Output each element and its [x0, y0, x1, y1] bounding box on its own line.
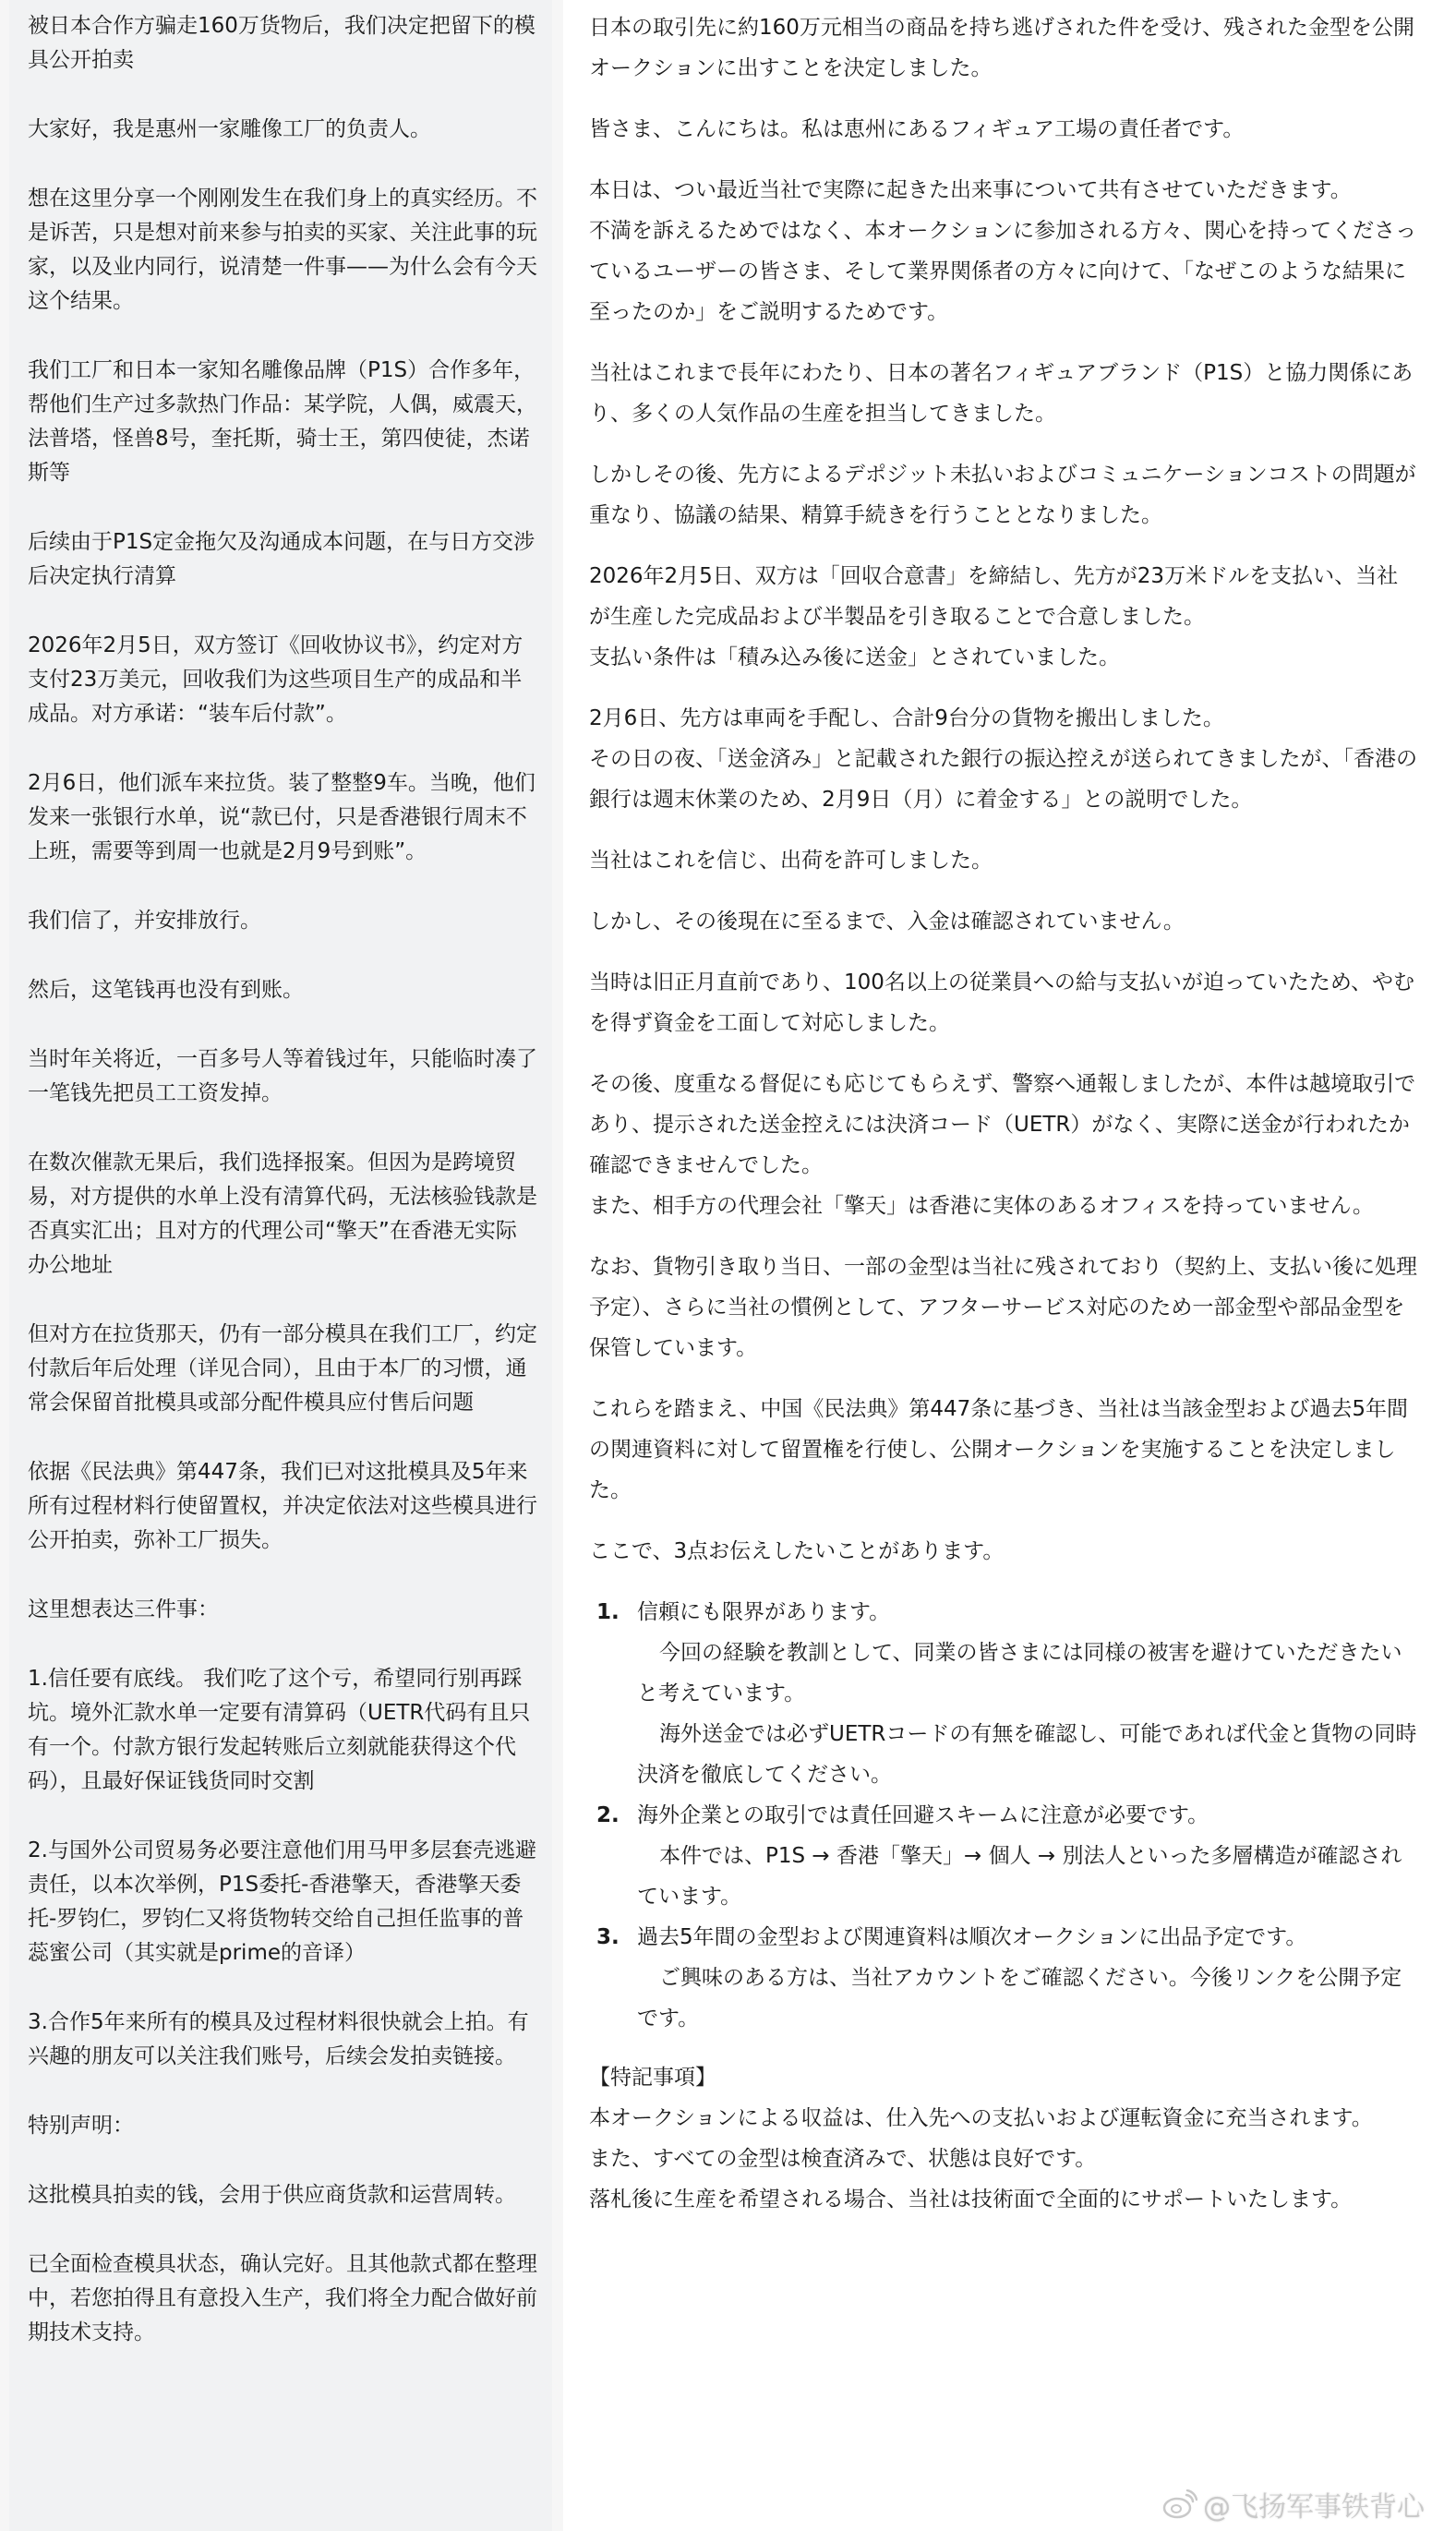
jp-point-detail: 海外送金では必ずUETRコードの有無を確認し、可能であれば代金と貨物の同時決済を徹底してください。 — [637, 1722, 1417, 1787]
jp-paragraph: 不満を訴えるためではなく、本オークションに参加される方々、関心を持ってくださっているユーザーの皆さま、そして業界関係者の方々に向けて、「なぜこのような結果に至ったのか」をご説明するためです。 — [589, 219, 1417, 324]
jp-point-item — [589, 1795, 1419, 1917]
jp-note: 本オークションによる収益は、仕入先への支払いおよび運転資金に充当されます。 — [589, 2106, 1373, 2130]
jp-note: また、すべての金型は検査済みで、状態は良好です。 — [589, 2147, 1097, 2171]
jp-point-item — [589, 1917, 1419, 2039]
post-paragraph: 这里想表达三件事： — [28, 1597, 219, 1621]
post-point-2: 2.与国外公司贸易务必要注意他们用马甲多层套壳逃避责任，以本次举例，P1S委托-香港擎天，香港擎天委托-罗钧仁，罗钧仁又将货物转交给自己担任监事的普蕊蜜公司（其实就是prime的音译） — [28, 1838, 536, 1965]
jp-paragraph: 当時は旧正月直前であり、100名以上の従業員への給与支払いが迫っていたため、やむを得ず資金を工面して対応しました。 — [589, 970, 1414, 1035]
jp-paragraph: 支払い条件は「積み込み後に送金」とされていました。 — [589, 645, 1120, 669]
jp-notes-title: 【特記事項】 — [589, 2066, 716, 2090]
jp-point-number: 1. — [596, 1600, 620, 1624]
jp-paragraph: しかし、その後現在に至るまで、入金は確認されていません。 — [589, 910, 1185, 934]
post-point-3: 3.合作5年来所有的模具及过程材料很快就会上拍。有兴趣的朋友可以关注我们账号，后续会发拍卖链接。 — [28, 2010, 529, 2068]
post-paragraph: 我们信了，并安排放行。 — [28, 909, 261, 933]
jp-paragraph: 当社はこれを信じ、出荷を許可しました。 — [589, 849, 993, 873]
post-paragraph: 当时年关将近，一百多号人等着钱过年，只能临时凑了一笔钱先把员工工资发掉。 — [28, 1047, 537, 1105]
post-paragraph: 但对方在拉货那天，仍有一部分模具在我们工厂，约定付款后年后处理（详见合同），且由于本厂的习惯，通常会保留首批模具或部分配件模具应付售后问题 — [28, 1322, 537, 1415]
post-paragraph: 2月6日，他们派车来拉货。装了整整9车。当晚，他们发来一张银行水单，说“款已付，只是香港银行周末不上班，需要等到周一也就是2月9号到账”。 — [28, 771, 535, 863]
jp-paragraph: なお、貨物引き取り当日、一部の金型は当社に残されており（契約上、支払い後に処理予定）、さらに当社の慣例として、アフターサービス対応のため一部金型や部品金型を保管しています。 — [589, 1255, 1417, 1360]
jp-title: 日本の取引先に約160万元相当の商品を持ち逃げされた件を受け、残された金型を公開オークションに出すことを決定しました。 — [589, 16, 1414, 80]
jp-note: 落札後に生産を希望される場合、当社は技術面で全面的にサポートいたします。 — [589, 2188, 1353, 2212]
watermark-text: @飞扬军事铁背心 — [1203, 2491, 1425, 2524]
jp-paragraph: 皆さま、こんにちは。私は恵州にあるフィギュア工場の責任者です。 — [589, 117, 1245, 141]
jp-paragraph: また、相手方の代理会社「擎天」は香港に実体のあるオフィスを持っていません。 — [589, 1194, 1374, 1218]
post-paragraph: 已全面检查模具状态，确认完好。且其他款式都在整理中，若您拍得且有意投入生产，我们将全力配合做好前期技术支持。 — [28, 2252, 537, 2344]
jp-point-number: 2. — [596, 1803, 620, 1827]
post-paragraph: 依据《民法典》第447条，我们已对这批模具及5年来所有过程材料行使留置权，并决定依法对这些模具进行公开拍卖，弥补工厂损失。 — [28, 1460, 537, 1552]
jp-paragraph: 本日は、つい最近当社で実際に起きた出来事について共有させていただきます。 — [589, 178, 1352, 202]
post-title: 被日本合作方骗走160万货物后，我们决定把留下的模具公开拍卖 — [28, 14, 535, 72]
jp-paragraph: 2月6日、先方は車両を手配し、合計9台分の貨物を搬出しました。 — [589, 706, 1224, 730]
jp-paragraph: その日の夜、「送金済み」と記載された銀行の振込控えが送られてきましたが、「香港の銀行は週末休業のため、2月9日（月）に着金する」との説明でした。 — [589, 747, 1417, 812]
chinese-post-panel — [9, 0, 552, 2531]
jp-point-detail: 今回の経験を教訓として、同業の皆さまには同様の被害を避けていただきたいと考えています。 — [637, 1641, 1402, 1705]
jp-point-detail: 本件では、P1S → 香港「擎天」→ 個人 → 別法人といった多層構造が確認されています。 — [637, 1844, 1402, 1909]
jp-paragraph: これらを踏まえ、中国《民法典》第447条に基づき、当社は当該金型および過去5年間の関連資料に対して留置権を行使し、公開オークションを実施することを決定しました。 — [589, 1397, 1408, 1502]
post-paragraph: 我们工厂和日本一家知名雕像品牌（P1S）合作多年，帮他们生产过多款热门作品：某学院，人偶，威震天，法普塔，怪兽8号，奎托斯，骑士王，第四使徒，杰诺斯等 — [28, 358, 537, 485]
post-point-1: 1.信任要有底线。 我们吃了这个亏，希望同行别再踩坑。境外汇款水单一定要有清算码（UETR代码有且只有一个。付款方银行发起转账后立刻就能获得这个代码），且最好保证钱货同时交割 — [28, 1667, 531, 1793]
jp-point-heading: 海外企業との取引では責任回避スキームに注意が必要です。 — [637, 1803, 1209, 1827]
jp-paragraph: その後、度重なる督促にも応じてもらえず、警察へ通報しましたが、本件は越境取引であり、提示された送金控えには決済コード（UETR）がなく、実際に送金が行われたか確認できませんでした。 — [589, 1072, 1416, 1177]
post-paragraph: 这批模具拍卖的钱，会用于供应商货款和运营周转。 — [28, 2183, 516, 2207]
weibo-icon — [1162, 2489, 1197, 2519]
post-paragraph: 想在这里分享一个刚刚发生在我们身上的真实经历。不是诉苦，只是想对前来参与拍卖的买家、关注此事的玩家，以及业内同行，说清楚一件事——为什么会有今天这个结果。 — [28, 187, 537, 313]
jp-point-heading: 信頼にも限界があります。 — [637, 1600, 891, 1624]
jp-point-item — [589, 1592, 1419, 1795]
post-paragraph: 后续由于P1S定金拖欠及沟通成本问题，在与日方交涉后决定执行清算 — [28, 530, 535, 588]
jp-point-number: 3. — [596, 1925, 620, 1949]
post-paragraph: 在数次催款无果后，我们选择报案。但因为是跨境贸易，对方提供的水单上没有清算代码，无法核验钱款是否真实汇出；且对方的代理公司“擎天”在香港无实际办公地址 — [28, 1151, 537, 1277]
post-paragraph: 然后，这笔钱再也没有到账。 — [28, 978, 304, 1002]
watermark — [1162, 2484, 1425, 2525]
jp-paragraph: 2026年2月5日、双方は「回収合意書」を締結し、先方が23万米ドルを支払い、当社が生産した完成品および半製品を引き取ることで合意しました。 — [589, 564, 1399, 629]
jp-point-heading: 過去5年間の金型および関連資料は順次オークションに出品予定です。 — [637, 1925, 1307, 1949]
post-paragraph: 2026年2月5日，双方签订《回收协议书》，约定对方支付23万美元，回收我们为这些项目生产的成品和半成品。对方承诺：“装车后付款”。 — [28, 633, 523, 726]
post-paragraph: 大家好，我是惠州一家雕像工厂的负责人。 — [28, 117, 431, 141]
jp-paragraph: ここで、3点お伝えしたいことがあります。 — [589, 1539, 1005, 1563]
jp-paragraph: 当社はこれまで長年にわたり、日本の著名フィギュアブランド（P1S）と協力関係にあり、多くの人気作品の生産を担当してきました。 — [589, 361, 1414, 426]
jp-paragraph: しかしその後、先方によるデポジット未払いおよびコミュニケーションコストの問題が重なり、協議の結果、精算手続きを行うこととなりました。 — [589, 463, 1416, 527]
jp-points-list — [589, 1592, 1419, 2039]
jp-point-detail: ご興味のある方は、当社アカウントをご確認ください。今後リンクを公開予定です。 — [637, 1966, 1402, 2031]
post-paragraph: 特别声明： — [28, 2114, 134, 2138]
japanese-post-panel — [563, 0, 1456, 2531]
